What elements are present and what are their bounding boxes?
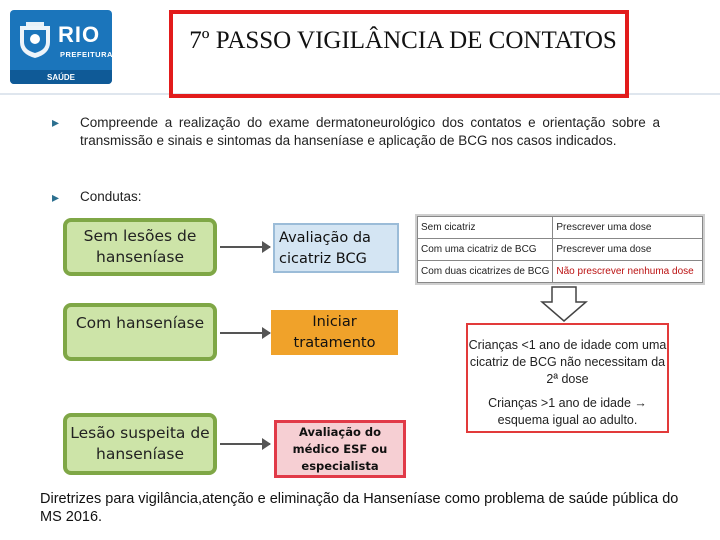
box-avaliacao-medico: Avaliação do médico ESF ou especialista: [274, 420, 406, 478]
prefeitura-rio-logo: [10, 10, 112, 84]
arrow-down-icon: [540, 286, 588, 322]
source-footer: Diretrizes para vigilância,atenção e eliminação da Hanseníase como problema de saúde pública do MS 2016.: [40, 491, 679, 525]
table-cell: Com uma cicatriz de BCG: [418, 239, 553, 261]
table-row: [418, 217, 703, 239]
page-title: 7º PASSO VIGILÂNCIA DE CONTATOS: [189, 27, 617, 54]
note-line-over-one-year: Crianças >1 ano de idade → esquema igual ao adulto.: [488, 396, 647, 427]
logo-name: RIO: [58, 22, 101, 47]
bullet-text-condutas: Condutas:: [80, 189, 142, 204]
box-iniciar-tratamento: Iniciar tratamento: [271, 310, 398, 355]
arrow-right-icon: [220, 246, 270, 248]
box-sem-lesoes: Sem lesões de hanseníase: [63, 218, 217, 276]
note-box: [466, 323, 669, 433]
table-cell: Não prescrever nenhuma dose: [553, 261, 703, 283]
bullet-text-exam: Compreende a realização do exame dermatoneurológico dos contatos e orientação sobre a transmissão e sinais e sintomas da hanseníase e aplicação de BCG nos casos indicados.: [80, 115, 660, 148]
logo-department: SAÚDE: [46, 73, 75, 82]
table-row: [418, 239, 703, 261]
bcg-table: [417, 216, 703, 283]
bullet-icon: ▸: [52, 189, 60, 205]
table-row: [418, 261, 703, 283]
box-lesao-suspeita: Lesão suspeita de hanseníase: [63, 413, 217, 475]
arrow-right-icon: [220, 443, 270, 445]
bullet-icon: ▸: [52, 114, 60, 130]
coat-of-arms-icon: [16, 20, 54, 60]
table-cell: Sem cicatriz: [418, 217, 553, 239]
arrow-right-icon: [220, 332, 270, 334]
table-cell: Com duas cicatrizes de BCG: [418, 261, 553, 283]
logo-subtitle: PREFEITURA: [60, 50, 113, 59]
note-line-under-one-year: Crianças <1 ano de idade com uma cicatriz de BCG não necessitam da 2ª dose: [468, 338, 667, 386]
table-cell: Prescrever uma dose: [553, 239, 703, 261]
box-avaliacao-cicatriz: Avaliação da cicatriz BCG: [273, 223, 399, 273]
table-cell: Prescrever uma dose: [553, 217, 703, 239]
box-com-hanseniase: Com hanseníase: [63, 303, 217, 361]
